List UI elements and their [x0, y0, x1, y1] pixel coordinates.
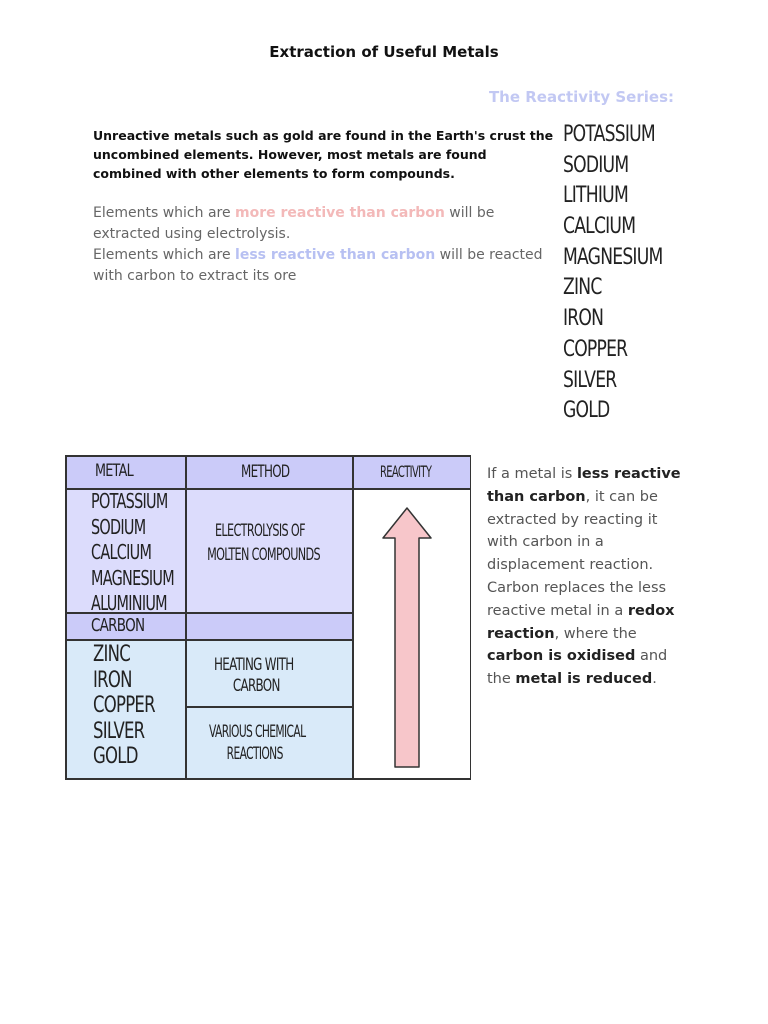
reactivity-series-heading: The Reactivity Series: — [488, 88, 674, 106]
extraction-methods-table — [65, 455, 471, 780]
explanation-text: . — [652, 671, 657, 688]
metal-item: CALCIUM — [91, 540, 152, 564]
series-item: POTASSIUM — [563, 122, 655, 147]
elements-text: will be reacted with carbon to extract its ore — [93, 247, 543, 284]
method-line: REACTIONS — [226, 744, 283, 764]
method-line: CARBON — [232, 676, 280, 696]
explanation-bold: redox reaction — [487, 602, 675, 642]
metal-item: MAGNESIUM — [91, 565, 174, 590]
metal-item: SODIUM — [91, 514, 146, 539]
displacement-explanation — [487, 463, 682, 691]
explanation-bold: less reactive than carbon — [487, 466, 681, 505]
reactivity-series-list — [563, 120, 663, 427]
metal-item: SILVER — [93, 718, 145, 744]
more-reactive-highlight: more reactive than carbon — [235, 205, 445, 221]
header-metal: METAL — [95, 461, 133, 481]
elements-text: Elements which are — [93, 247, 236, 263]
series-item: LITHIUM — [563, 183, 628, 209]
explanation-bold: metal is reduced — [515, 671, 653, 688]
method-line: VARIOUS CHEMICAL — [209, 722, 306, 742]
method-line: ELECTROLYSIS OF — [215, 521, 305, 541]
explanation-text: and the — [487, 648, 668, 688]
reactivity-arrow-icon — [353, 489, 470, 779]
metal-item: GOLD — [93, 744, 138, 769]
series-item: SODIUM — [563, 152, 629, 178]
series-item: ZINC — [563, 275, 602, 301]
method-line: HEATING WITH — [214, 655, 294, 675]
elements-paragraph — [93, 203, 553, 287]
explanation-bold: carbon is oxidised — [487, 648, 636, 665]
metal-item: ZINC — [93, 642, 131, 667]
series-item: GOLD — [563, 398, 610, 424]
metal-item: IRON — [93, 667, 132, 693]
explanation-text: , it can be extracted by reacting it with carbon in a displacement reaction. Carbon replaces the less reactive metal in a — [487, 488, 667, 619]
header-method: METHOD — [241, 462, 290, 482]
metal-item: COPPER — [93, 693, 155, 718]
method-various-chemical — [209, 721, 305, 765]
series-item: CALCIUM — [563, 214, 636, 240]
elements-text: will be extracted using electrolysis. — [93, 205, 495, 242]
series-item: MAGNESIUM — [563, 244, 663, 270]
explanation-text: , where the — [554, 625, 637, 642]
method-line: MOLTEN COMPOUNDS — [207, 545, 320, 565]
series-item: SILVER — [563, 367, 617, 393]
more-reactive-metals-list — [91, 489, 174, 617]
less-reactive-metals-list — [93, 642, 155, 770]
page-title: Extraction of Useful Metals — [269, 43, 499, 61]
series-item: COPPER — [563, 336, 628, 362]
elements-text: Elements which are — [93, 205, 236, 221]
metal-item: POTASSIUM — [91, 489, 168, 513]
explanation-text: If a metal is — [487, 466, 577, 482]
less-reactive-highlight: less reactive than carbon — [235, 247, 436, 263]
method-heating-with-carbon — [214, 655, 293, 697]
method-electrolysis — [207, 519, 320, 567]
intro-paragraph: Unreactive metals such as gold are found in the Earth's crust the uncombined elements. However, most metals are found combined with other elements to form compounds. — [93, 128, 554, 181]
series-item: IRON — [563, 306, 604, 332]
metal-item: ALUMINIUM — [91, 591, 167, 615]
header-reactivity: REACTIVITY — [380, 462, 432, 481]
carbon-label: CARBON — [91, 615, 145, 636]
